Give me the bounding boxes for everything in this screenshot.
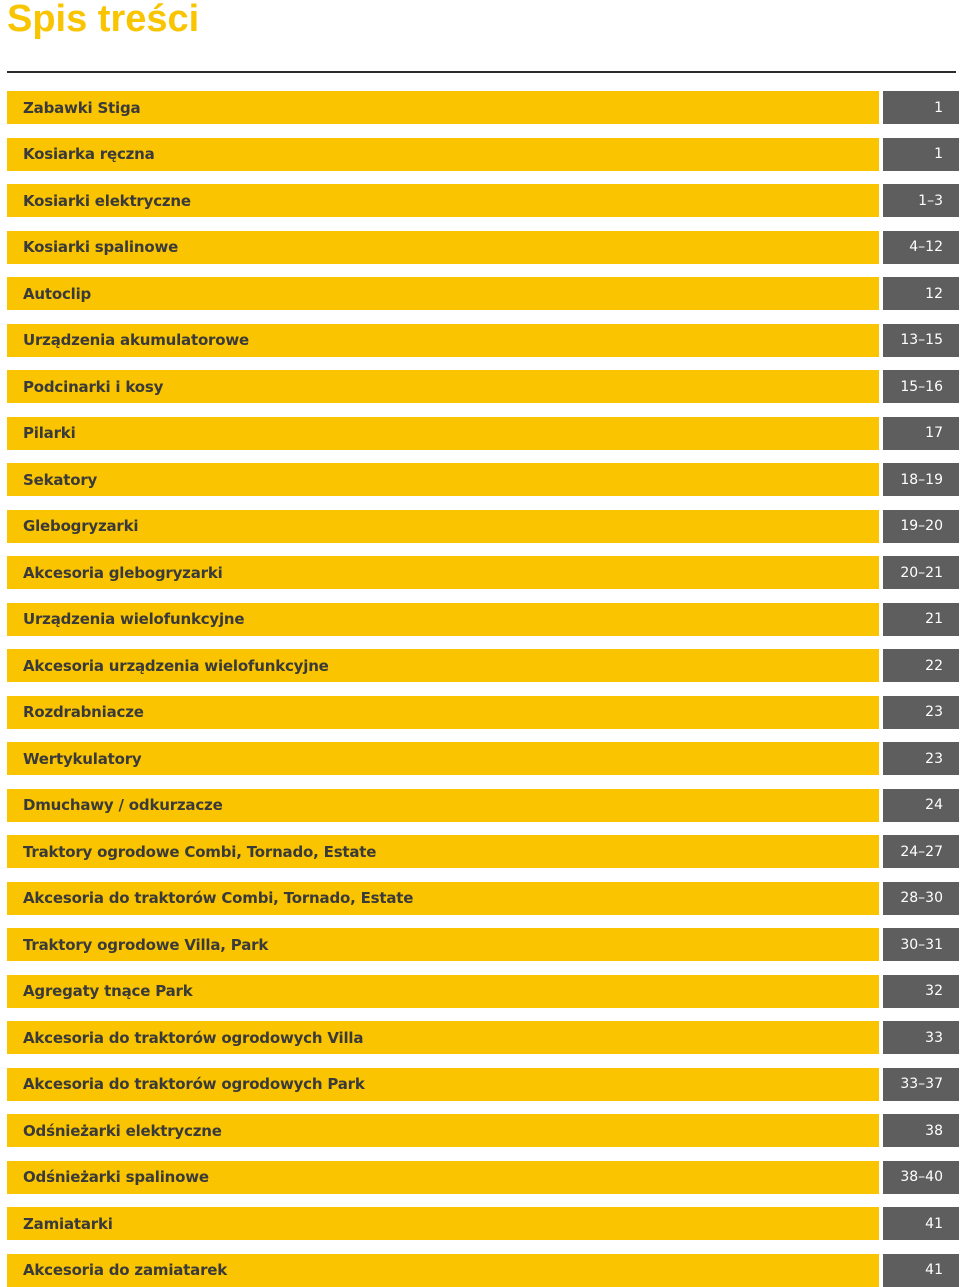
toc-entry-label: Rozdrabniacze xyxy=(7,696,879,729)
toc-entry-label: Agregaty tnące Park xyxy=(7,975,879,1008)
toc-row[interactable] xyxy=(7,1207,959,1240)
toc-entry-page: 23 xyxy=(883,742,959,775)
toc-entry-page: 21 xyxy=(883,603,959,636)
toc-entry-label: Traktory ogrodowe Combi, Tornado, Estate xyxy=(7,835,879,868)
toc-entry-label: Urządzenia wielofunkcyjne xyxy=(7,603,879,636)
toc-entry-label: Glebogryzarki xyxy=(7,510,879,543)
toc-row[interactable] xyxy=(7,277,959,310)
page-title: Spis treści xyxy=(7,0,200,40)
toc-entry-page: 23 xyxy=(883,696,959,729)
toc-entry-label: Kosiarki elektryczne xyxy=(7,184,879,217)
toc-entry-label: Sekatory xyxy=(7,463,879,496)
toc-entry-page: 1 xyxy=(883,138,959,171)
toc-row[interactable] xyxy=(7,1068,959,1101)
toc-row[interactable] xyxy=(7,975,959,1008)
toc-row[interactable] xyxy=(7,882,959,915)
toc-entry-page: 13–15 xyxy=(883,324,959,357)
toc-entry-label: Zabawki Stiga xyxy=(7,91,879,124)
toc-entry-page: 32 xyxy=(883,975,959,1008)
toc-row[interactable] xyxy=(7,231,959,264)
toc-row[interactable] xyxy=(7,789,959,822)
toc-row[interactable] xyxy=(7,928,959,961)
toc-row[interactable] xyxy=(7,138,959,171)
toc-entry-page: 22 xyxy=(883,649,959,682)
toc-row[interactable] xyxy=(7,835,959,868)
toc-row[interactable] xyxy=(7,91,959,124)
toc-entry-page: 33–37 xyxy=(883,1068,959,1101)
toc-entry-page: 38 xyxy=(883,1114,959,1147)
toc-row[interactable] xyxy=(7,510,959,543)
toc-row[interactable] xyxy=(7,184,959,217)
toc-row[interactable] xyxy=(7,742,959,775)
toc-entry-page: 1 xyxy=(883,91,959,124)
toc-row[interactable] xyxy=(7,1254,959,1287)
toc-row[interactable] xyxy=(7,1021,959,1054)
toc-entry-label: Kosiarka ręczna xyxy=(7,138,879,171)
toc-entry-page: 19–20 xyxy=(883,510,959,543)
toc-entry-page: 24 xyxy=(883,789,959,822)
toc-entry-label: Odśnieżarki elektryczne xyxy=(7,1114,879,1147)
toc-entry-label: Akcesoria do traktorów Combi, Tornado, Estate xyxy=(7,882,879,915)
toc-row[interactable] xyxy=(7,696,959,729)
toc-row[interactable] xyxy=(7,417,959,450)
toc-row[interactable] xyxy=(7,556,959,589)
toc-entry-page: 30–31 xyxy=(883,928,959,961)
toc-entry-label: Wertykulatory xyxy=(7,742,879,775)
toc-entry-label: Traktory ogrodowe Villa, Park xyxy=(7,928,879,961)
toc-entry-page: 18–19 xyxy=(883,463,959,496)
toc-entry-label: Odśnieżarki spalinowe xyxy=(7,1161,879,1194)
toc-entry-label: Akcesoria do traktorów ogrodowych Park xyxy=(7,1068,879,1101)
toc-entry-page: 24–27 xyxy=(883,835,959,868)
toc-entry-page: 17 xyxy=(883,417,959,450)
toc-entry-label: Dmuchawy / odkurzacze xyxy=(7,789,879,822)
toc-entry-page: 15–16 xyxy=(883,370,959,403)
toc-row[interactable] xyxy=(7,1114,959,1147)
toc-row[interactable] xyxy=(7,324,959,357)
toc-entry-label: Podcinarki i kosy xyxy=(7,370,879,403)
toc-entry-page: 41 xyxy=(883,1207,959,1240)
toc-row[interactable] xyxy=(7,463,959,496)
toc-row[interactable] xyxy=(7,370,959,403)
toc-entry-page: 28–30 xyxy=(883,882,959,915)
toc-entry-label: Akcesoria glebogryzarki xyxy=(7,556,879,589)
toc-entry-page: 12 xyxy=(883,277,959,310)
toc-entry-label: Kosiarki spalinowe xyxy=(7,231,879,264)
toc-entry-page: 1–3 xyxy=(883,184,959,217)
toc-entry-page: 20–21 xyxy=(883,556,959,589)
toc-entry-label: Autoclip xyxy=(7,277,879,310)
toc-entry-page: 41 xyxy=(883,1254,959,1287)
toc-entry-label: Akcesoria do traktorów ogrodowych Villa xyxy=(7,1021,879,1054)
toc-entry-page: 38–40 xyxy=(883,1161,959,1194)
toc-entry-label: Pilarki xyxy=(7,417,879,450)
toc-entry-page: 4–12 xyxy=(883,231,959,264)
toc-entry-label: Zamiatarki xyxy=(7,1207,879,1240)
toc-entry-label: Akcesoria do zamiatarek xyxy=(7,1254,879,1287)
title-divider xyxy=(7,71,956,73)
toc-entry-label: Urządzenia akumulatorowe xyxy=(7,324,879,357)
toc-row[interactable] xyxy=(7,603,959,636)
toc-row[interactable] xyxy=(7,649,959,682)
toc-entry-page: 33 xyxy=(883,1021,959,1054)
toc-entry-label: Akcesoria urządzenia wielofunkcyjne xyxy=(7,649,879,682)
toc-row[interactable] xyxy=(7,1161,959,1194)
